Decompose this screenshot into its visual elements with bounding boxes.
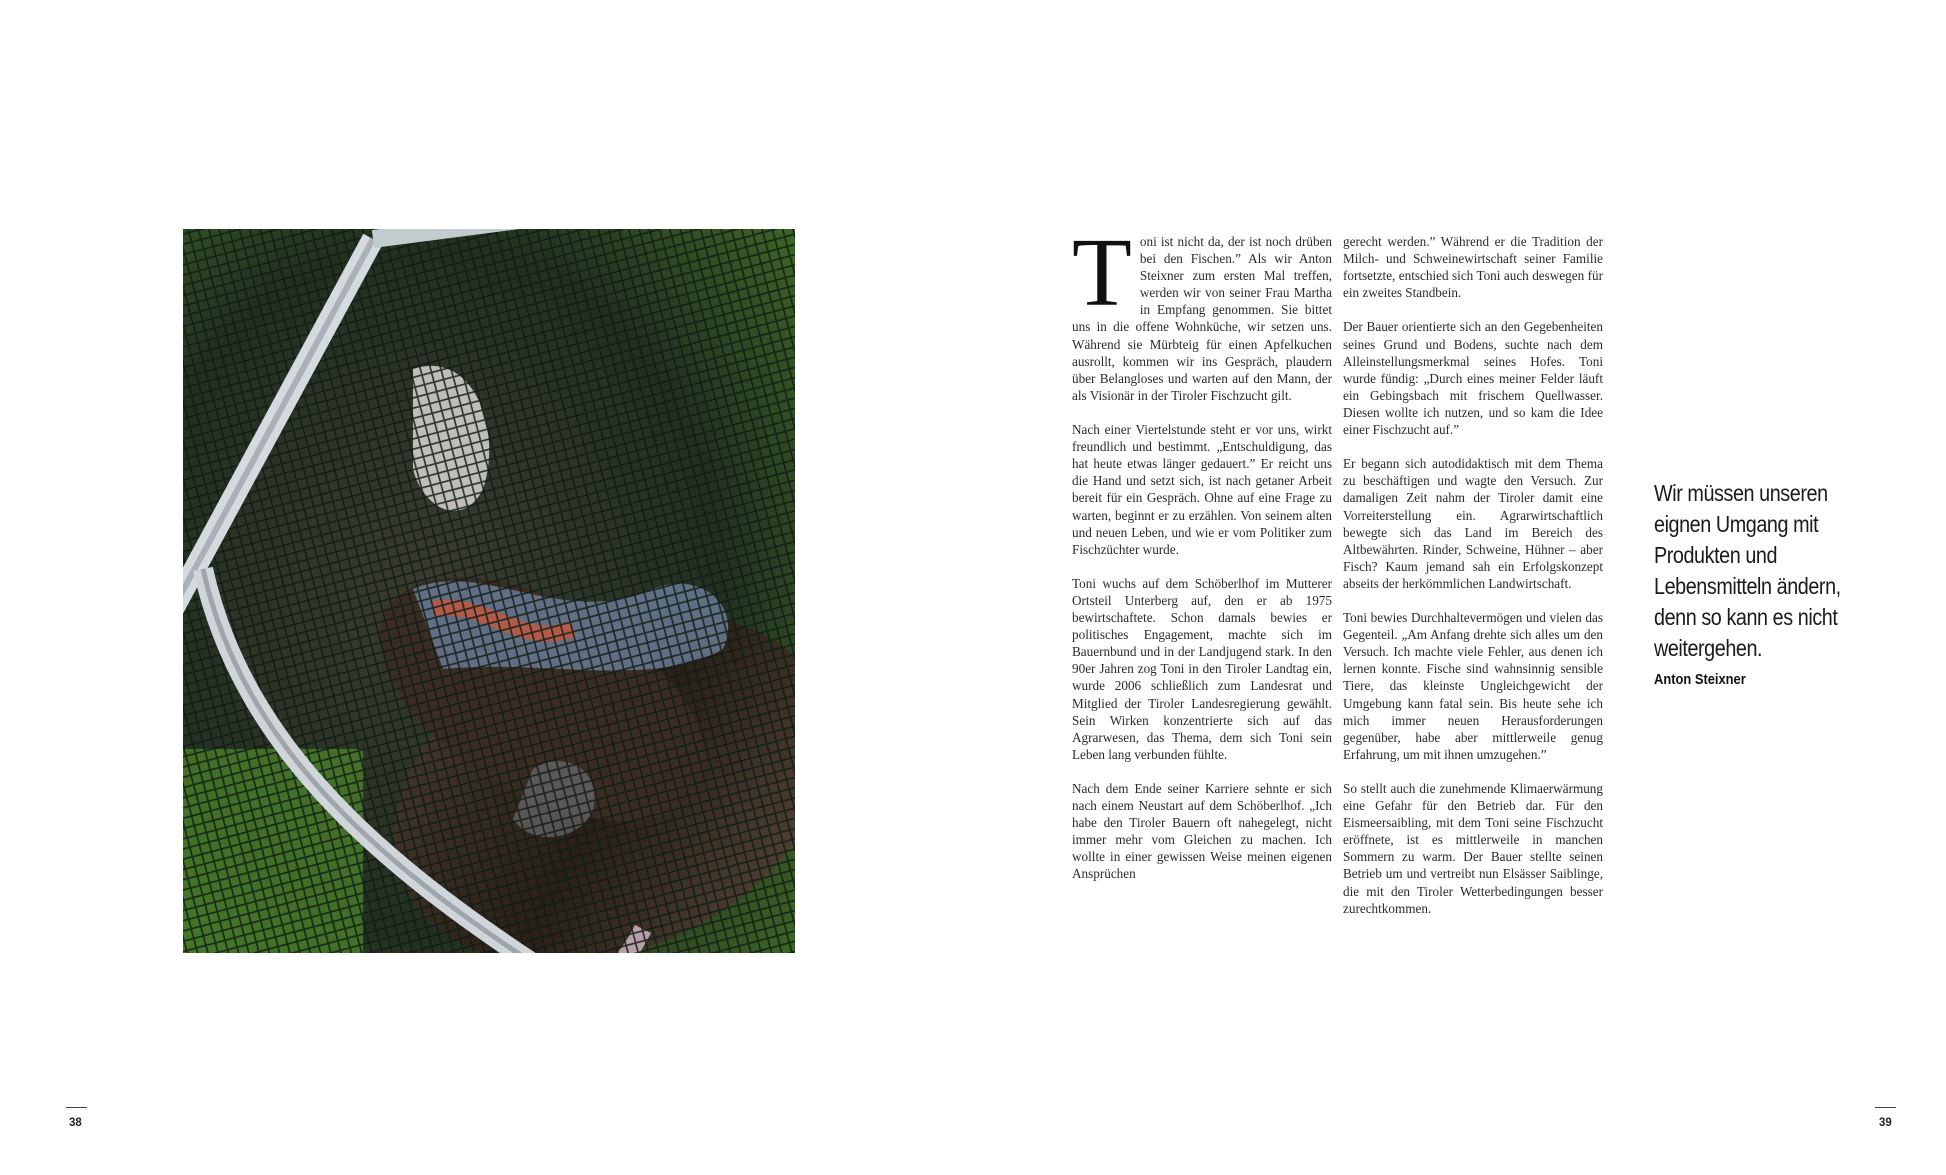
article-column-2 xyxy=(1343,233,1603,934)
pull-quote-line: weitergehen. xyxy=(1654,635,1763,661)
drop-cap: T xyxy=(1072,219,1132,327)
article-paragraph: Nach einer Viertelstunde steht er vor uns, wirkt freundlich und bestimmt. „Entschuldigung, das hat heute etwas länger gedauert.” Er reicht uns die Hand und setzt sich, ist nach getaner Arbeit bereit für ein Gespräch. Ohne auf eine Frage zu warten, beginnt er zu erzählen. Von seinem alten und neuen Leben, und wie er vom Politiker zum Fischzüchter wurde. xyxy=(1072,422,1332,557)
pull-quote-author: Anton Steixner xyxy=(1654,671,1746,688)
pull-quote-line: denn so kann es nicht xyxy=(1654,604,1838,630)
article-paragraph: Toni wuchs auf dem Schöberlhof im Mutterer Ortsteil Unterberg auf, den er ab 1975 bewirtschaftete. Schon damals bewies er politisches Engagement, machte sich im Bauernbund und in der Landjugend stark. In den 90er Jahren zog Toni in den Tiroler Landtag ein, wurde 2006 schließlich zum Landesrat und Mitglied der Tiroler Landesregierung gewählt. Sein Wirken konzentrierte sich auf das Agrarwesen, das Thema, dem sich Toni sein Leben lang verbunden fühlte. xyxy=(1072,575,1332,762)
page-number-right: 39 xyxy=(1879,1117,1892,1129)
article-paragraph: Toni ist nicht da, der ist noch drüben bei den Fischen.” Als wir Anton Steixner zum ersten Mal treffen, werden wir von seiner Frau Martha in Empfang genommen. Sie bittet uns in die offene Wohnküche, wir setzen uns. Während sie Mürbteig für einen Apfelkuchen ausrollt, kommen wir ins Gespräch, plaudern über Belangloses und warten auf den Mann, der als Visionär in der Tiroler Fischzucht gilt. xyxy=(1072,219,1332,403)
pull-quote-line: Produkten und xyxy=(1654,542,1778,568)
fish-in-net-photo xyxy=(183,229,795,953)
page-number-left: 38 xyxy=(69,1117,82,1129)
page-number-rule-left xyxy=(66,1107,87,1108)
article-paragraph: Er begann sich autodidaktisch mit dem Thema zu beschäftigen und wagte den Versuch. Zur damaligen Zeit nahm der Tiroler damit eine Vorreiterstellung ein. Agrarwirtschaftlich bewegte sich das Land im Bereich des Altbewährten. Rinder, Schweine, Hühner – aber Fisch? Kaum jemand sah ein Erfolgskonzept abseits der herkömmlichen Landwirtschaft. xyxy=(1343,456,1603,591)
article-paragraph: Der Bauer orientierte sich an den Gegebenheiten seines Grund und Bodens, suchte nach dem Alleinstellungsmerkmal seines Hofes. Toni wurde fündig: „Durch eines meiner Felder läuft ein Gebingsbach mit frischem Quellwasser. Diesen wollte ich nutzen, und so kam die Idee einer Fischzucht auf.” xyxy=(1343,319,1603,438)
page-number-rule-right xyxy=(1875,1107,1896,1108)
pull-quote-line: eignen Umgang mit xyxy=(1654,511,1819,537)
pull-quote-line: Lebensmitteln ändern, xyxy=(1654,573,1841,599)
article-paragraph: Nach dem Ende seiner Karriere sehnte er sich nach einem Neustart auf dem Schöberlhof. „Ich habe den Tiroler Bauern oft nahegelegt, nicht immer mehr vom Gleichen zu machen. Ich wollte in einer gewissen Weise meinen eigenen Ansprüchen xyxy=(1072,781,1332,882)
article-paragraph: gerecht werden.” Während er die Tradition der Milch- und Schweinewirtschaft seiner Familie fortsetzte, entschied sich Toni auch deswegen für ein zweites Standbein. xyxy=(1343,234,1603,301)
article-paragraph: So stellt auch die zunehmende Klimaerwärmung eine Gefahr für den Betrieb dar. Für den Eismeersaibling, mit dem Toni seine Fischzucht eröffnete, ist es mittlerweile in manchen Sommern zu warm. Der Bauer stellte seinen Betrieb um und vertreibt nun Elsässer Saiblinge, die mit den Tiroler Wetterbedingungen besser zurechtkommen. xyxy=(1343,781,1603,916)
article-paragraph: Toni bewies Durchhaltevermögen und vielen das Gegenteil. „Am Anfang drehte sich alles um den Versuch. Ich machte viele Fehler, aus denen ich lernen konnte. Fische sind wahnsinnig sensible Tiere, das kleinste Ungleichgewicht der Umgebung kann fatal sein. Bis heute sehe ich mich immer neuen Herausforderungen gegenüber, habe aber mittlerweile genug Erfahrung, um mit ihnen umzugehen.” xyxy=(1343,610,1603,762)
article-column-1 xyxy=(1072,219,1332,900)
pull-quote-line: Wir müssen unseren xyxy=(1654,480,1828,506)
pull-quote xyxy=(1654,478,1860,664)
photo-illustration xyxy=(183,229,795,953)
